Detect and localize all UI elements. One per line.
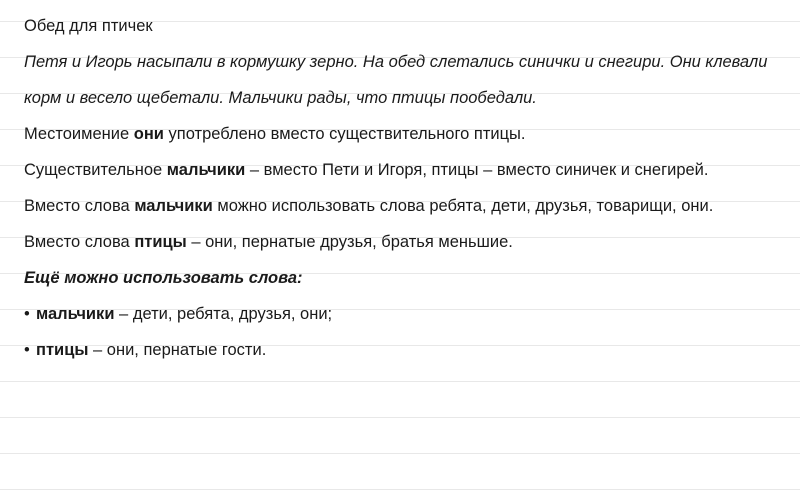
list-item: [24, 332, 780, 368]
paragraph2-part4: – они, пернатые друзья, братья меньшие.: [186, 233, 513, 251]
subheading: Ещё можно использовать слова:: [24, 269, 303, 287]
bullet-icon: •: [24, 305, 30, 323]
list-item-1-bold: птицы: [36, 341, 89, 359]
paragraph2-part2: – вместо Пети и Игоря, птицы – вместо синичек и снегирей. Вместо слова: [24, 161, 709, 215]
list-item-0-rest: – дети, ребята, друзья, они;: [114, 305, 333, 323]
document-content: [24, 0, 780, 368]
explanation-paragraph-2: [24, 152, 768, 260]
list-item-1-rest: – они, пернатые гости.: [88, 341, 267, 359]
paragraph2-bold-ptitsy: птицы: [134, 233, 187, 251]
bullet-icon: •: [24, 341, 30, 359]
list-item: [24, 296, 780, 332]
paragraph2-bold-malchiki-2: мальчики: [134, 197, 213, 215]
list-item-0-bold: мальчики: [36, 305, 115, 323]
explanation-paragraph-1: [24, 116, 768, 152]
paragraph1-part1: Местоимение: [24, 125, 134, 143]
story-text: Петя и Игорь насыпали в кормушку зерно. На обед слетались синички и снегири. Они клевали корм и весело щебетали. Мальчики рады, что птицы пообедали.: [24, 53, 768, 107]
paragraph2-part1: Существительное: [24, 161, 167, 179]
paragraph1-bold-oni: они: [133, 125, 164, 143]
story-paragraph: [24, 44, 768, 116]
paragraph1-part2: употреблено вместо существительного птицы.: [163, 125, 526, 143]
paragraph2-bold-malchiki-1: мальчики: [166, 161, 246, 179]
document-title: Обед для птичек: [24, 17, 153, 35]
paragraph2-part3: можно использовать слова ребята, дети, друзья, товарищи, они. Вместо слова: [24, 197, 714, 251]
